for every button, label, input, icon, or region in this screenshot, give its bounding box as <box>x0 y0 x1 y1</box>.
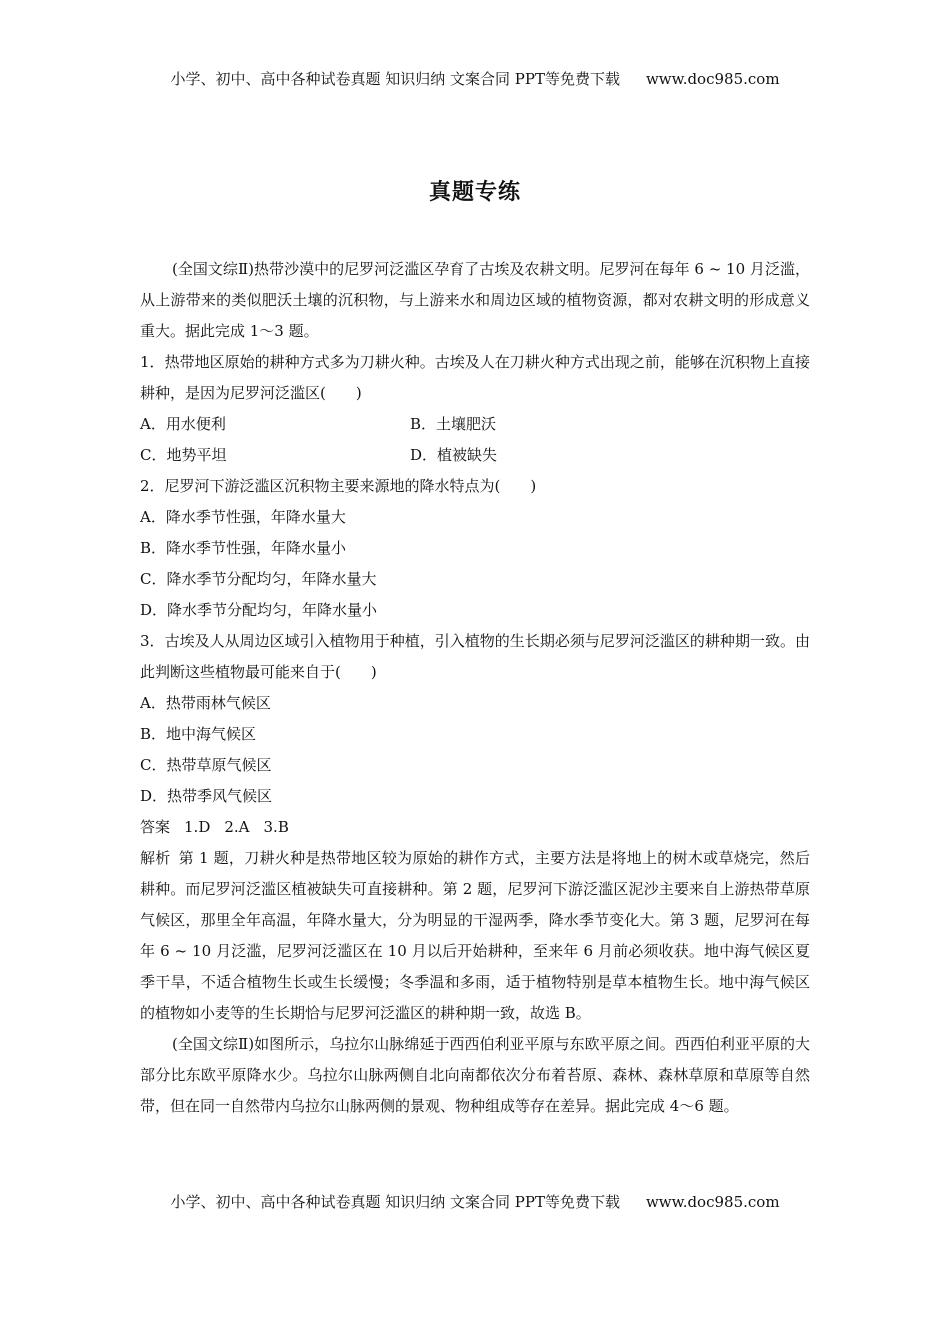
header-site-link[interactable]: www.doc985.com <box>645 70 780 88</box>
question-2-stem: 2．尼罗河下游泛滥区沉积物主要来源地的降水特点为( ) <box>140 477 537 495</box>
question-1-options-row-2 <box>140 440 810 471</box>
question-3-stem: 3．古埃及人从周边区域引入植物用于种植，引入植物的生长期必须与尼罗河泛滥区的耕种期一致。由此判断这些植物最可能来自于( ) <box>140 632 810 681</box>
option-2b: B．降水季节性强，年降水量小 <box>140 539 347 557</box>
analysis-label: 解析 <box>140 849 171 867</box>
question-1-options-row-1 <box>140 409 810 440</box>
analysis-text: 第 1 题，刀耕火种是热带地区较为原始的耕作方式，主要方法是将地上的树木或草烧完，然后耕种。而尼罗河泛滥区植被缺失可直接耕种。第 2 题，尼罗河下游泛滥区泥沙主要来自上游热带草原气候区，那里全年高温，年降水量大，分为明显的干湿两季，降水季节变化大。第 3 题，尼罗河在每年 6 ~ 10 月泛滥，尼罗河泛滥区在 10 月以后开始耕种，至来年 6 月前必须收获。地中海气候区夏季干旱，不适合植物生长或生长缓慢；冬季温和多雨，适于植物特别是草本植物生长。地中海气候区的植物如小麦等的生长期恰与尼罗河泛滥区的耕种期一致，故选 B。 <box>140 849 810 1022</box>
option-1a: A．用水便利 <box>140 415 226 433</box>
option-2d: D．降水季节分配均匀，年降水量小 <box>140 601 378 619</box>
answer-item: 2.A <box>224 818 250 836</box>
footer-text: 小学、初中、高中各种试卷真题 知识归纳 文案合同 PPT等免费下载 <box>170 1193 620 1211</box>
question-1-stem: 1．热带地区原始的耕种方式多为刀耕火种。古埃及人在刀耕火种方式出现之前，能够在沉积物上直接耕种，是因为尼罗河泛滥区( ) <box>140 353 810 402</box>
answer-item: 1.D <box>184 818 211 836</box>
footer-site-link[interactable]: www.doc985.com <box>645 1193 780 1211</box>
answer-item: 3.B <box>263 818 289 836</box>
page-title: 真题专练 <box>428 179 521 205</box>
page-header <box>0 68 950 89</box>
answer-label: 答案 <box>140 818 171 836</box>
option-3d: D．热带季风气候区 <box>140 787 273 805</box>
option-1d: D．植被缺失 <box>410 446 498 464</box>
option-1b: B．土壤肥沃 <box>410 415 497 433</box>
passage-2: (全国文综Ⅱ)如图所示，乌拉尔山脉绵延于西西伯利亚平原与东欧平原之间。西西伯利亚平原的大部分比东欧平原降水少。乌拉尔山脉两侧自北向南都依次分布着苔原、森林、森林草原和草原等自然带，但在同一自然带内乌拉尔山脉两侧的景观、物种组成等存在差异。据此完成 4～6 题。 <box>140 1035 810 1115</box>
page-footer <box>0 1191 950 1212</box>
document-body <box>140 254 810 1122</box>
option-1c: C．地势平坦 <box>140 446 227 464</box>
passage-1: (全国文综Ⅱ)热带沙漠中的尼罗河泛滥区孕育了古埃及农耕文明。尼罗河在每年 6 ~ 10 月泛滥，从上游带来的类似肥沃土壤的沉积物，与上游来水和周边区域的植物资源，都对农耕文明的形成意义重大。据此完成 1～3 题。 <box>140 260 810 340</box>
option-3b: B．地中海气候区 <box>140 725 257 743</box>
option-2c: C．降水季节分配均匀，年降水量大 <box>140 570 377 588</box>
option-3c: C．热带草原气候区 <box>140 756 272 774</box>
answer-line <box>140 812 810 843</box>
option-3a: A．热带雨林气候区 <box>140 694 271 712</box>
header-text: 小学、初中、高中各种试卷真题 知识归纳 文案合同 PPT等免费下载 <box>170 70 620 88</box>
option-2a: A．降水季节性强，年降水量大 <box>140 508 346 526</box>
analysis-paragraph <box>140 843 810 1029</box>
